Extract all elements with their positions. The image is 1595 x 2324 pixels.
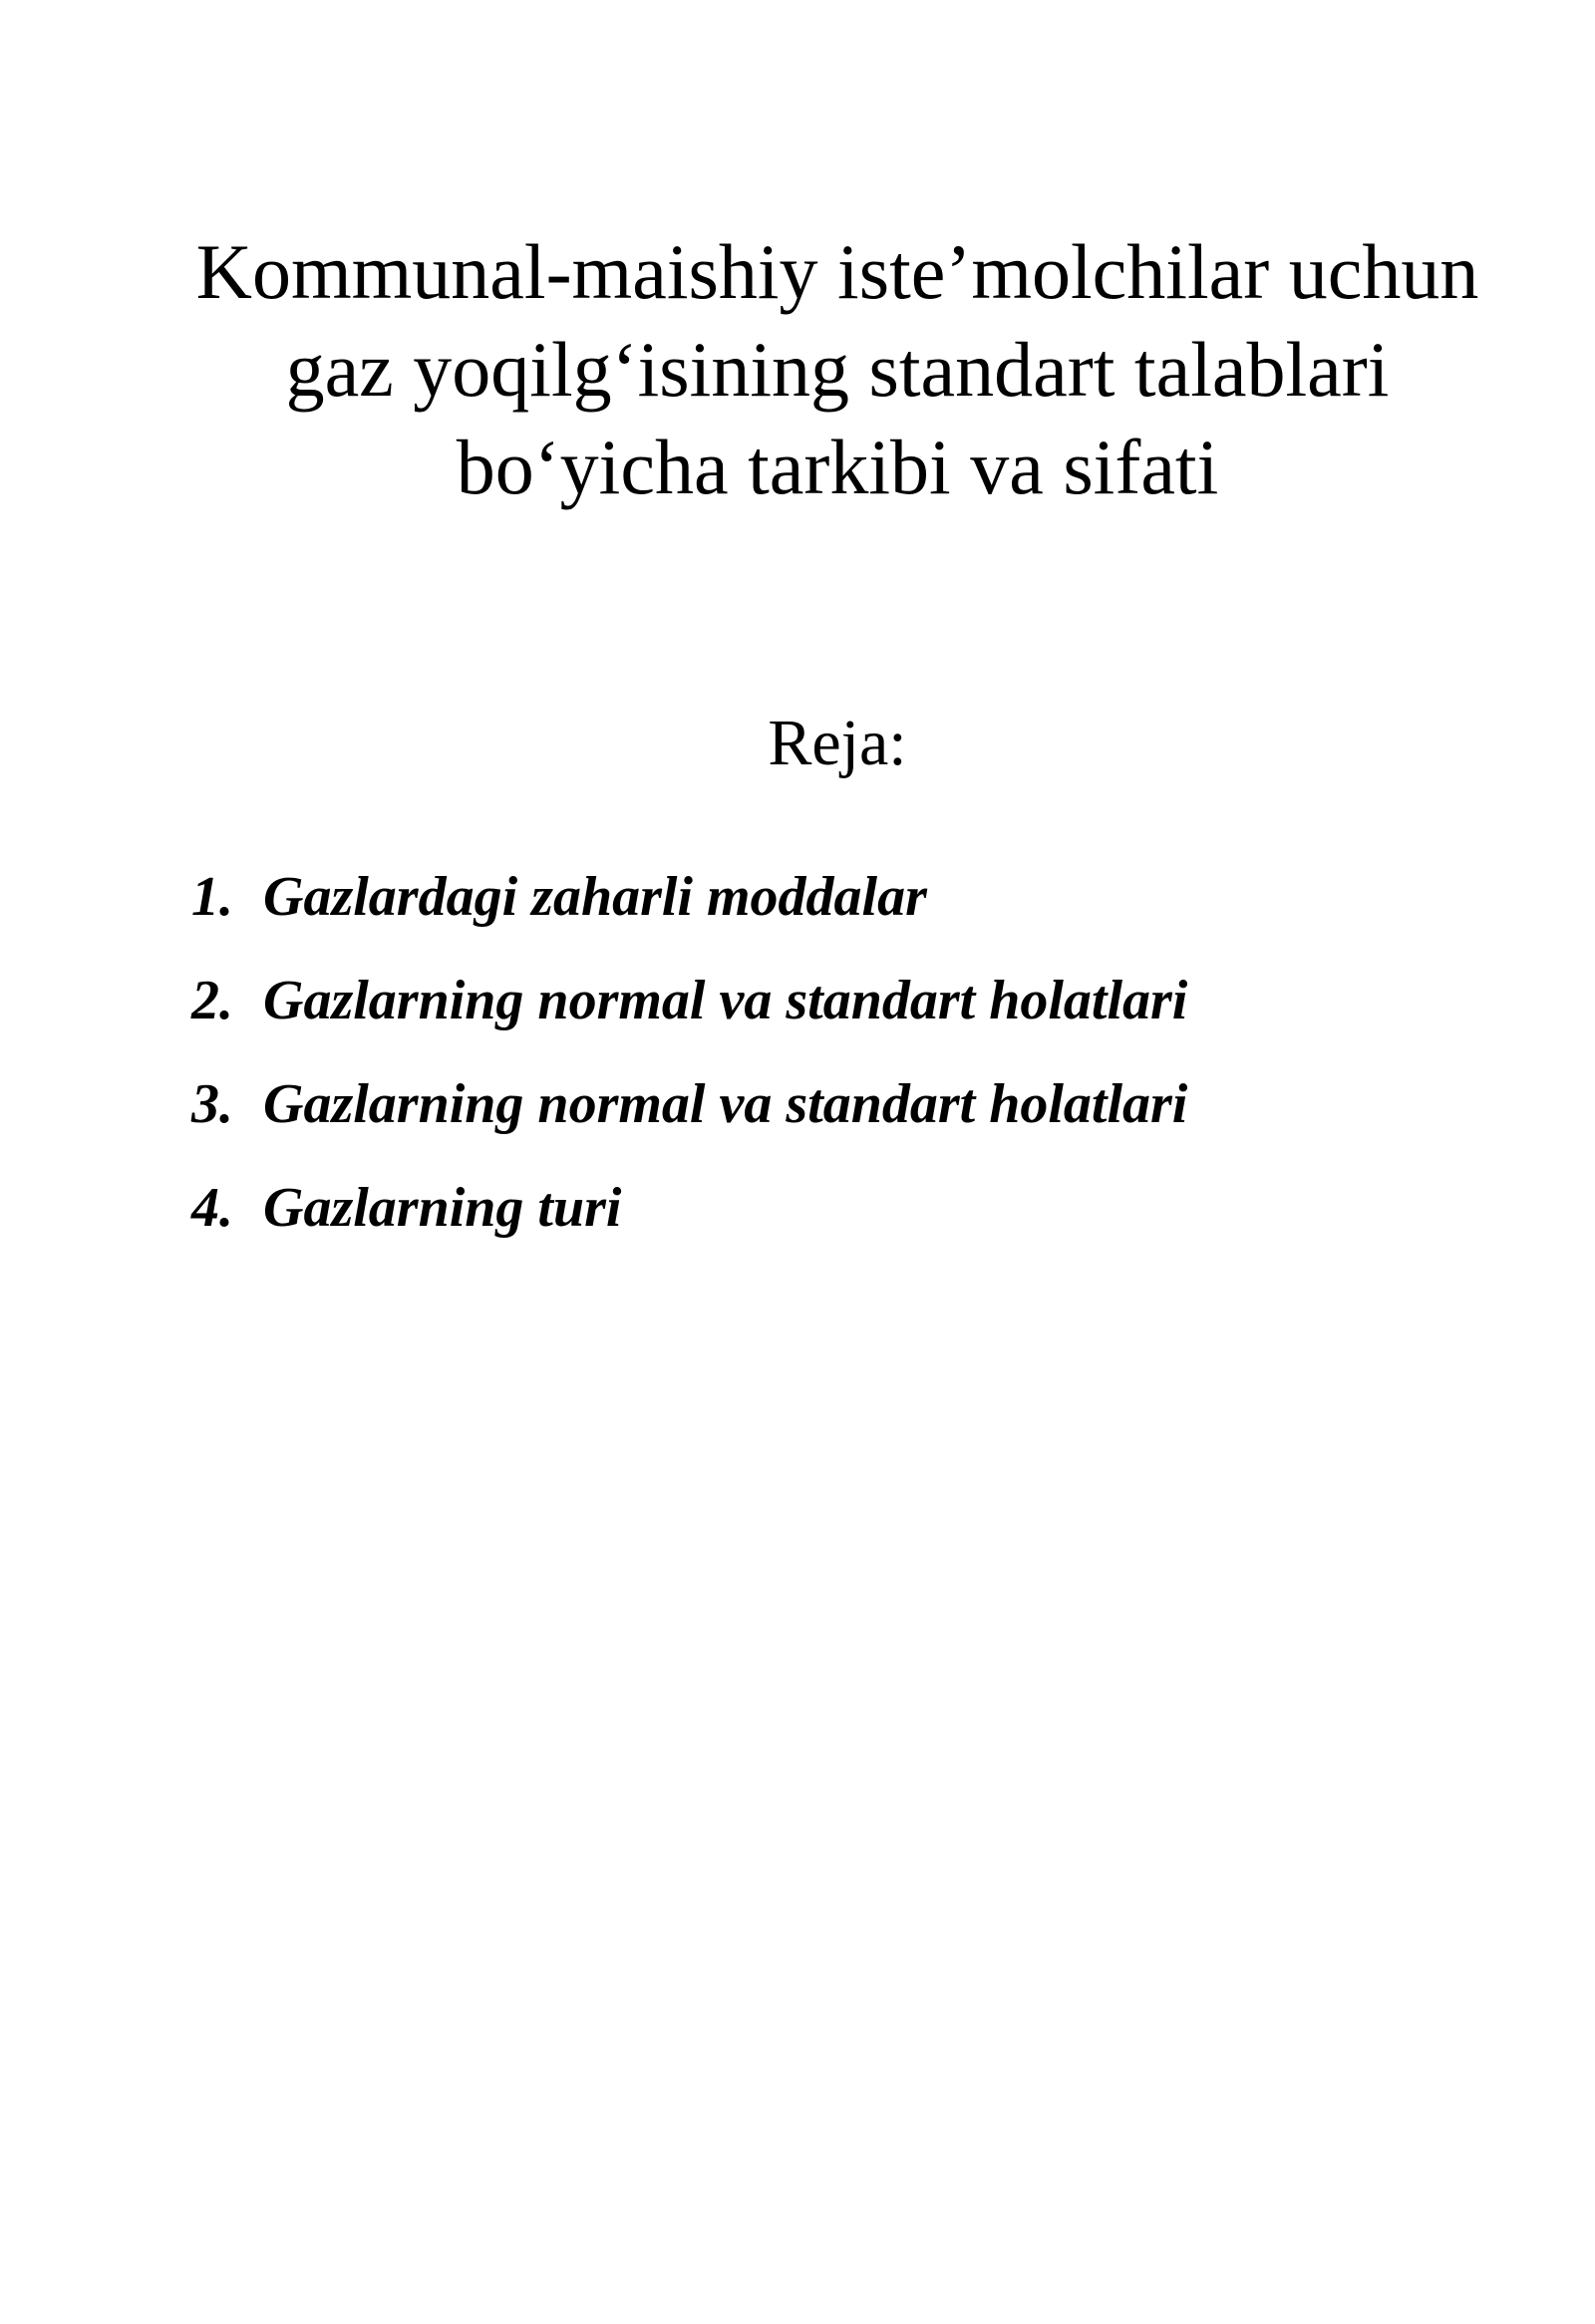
list-item-number: 1. [191, 866, 233, 928]
list-item-number: 2. [191, 970, 233, 1031]
list-item-text: Gazlarning normal va standart holatlari [263, 970, 1188, 1031]
list-item [191, 949, 1187, 1052]
title-line: Kommunal-maishiy iste’molchilar uchun [195, 228, 1479, 315]
title-line: gaz yoqilg‘isining standart talablari [285, 326, 1390, 413]
document-title [120, 223, 1555, 516]
list-item [191, 1156, 1187, 1260]
plan-heading: Reja: [768, 707, 907, 779]
plan-list [191, 845, 1187, 1260]
list-item [191, 845, 1187, 949]
list-item-text: Gazlarning turi [263, 1177, 622, 1239]
title-line: bo‘yicha tarkibi va sifati [456, 424, 1219, 510]
list-item-text: Gazlardagi zaharli moddalar [263, 866, 927, 928]
list-item [191, 1052, 1187, 1156]
list-item-number: 3. [191, 1073, 233, 1135]
list-item-number: 4. [191, 1177, 233, 1239]
list-item-text: Gazlarning normal va standart holatlari [263, 1073, 1188, 1135]
